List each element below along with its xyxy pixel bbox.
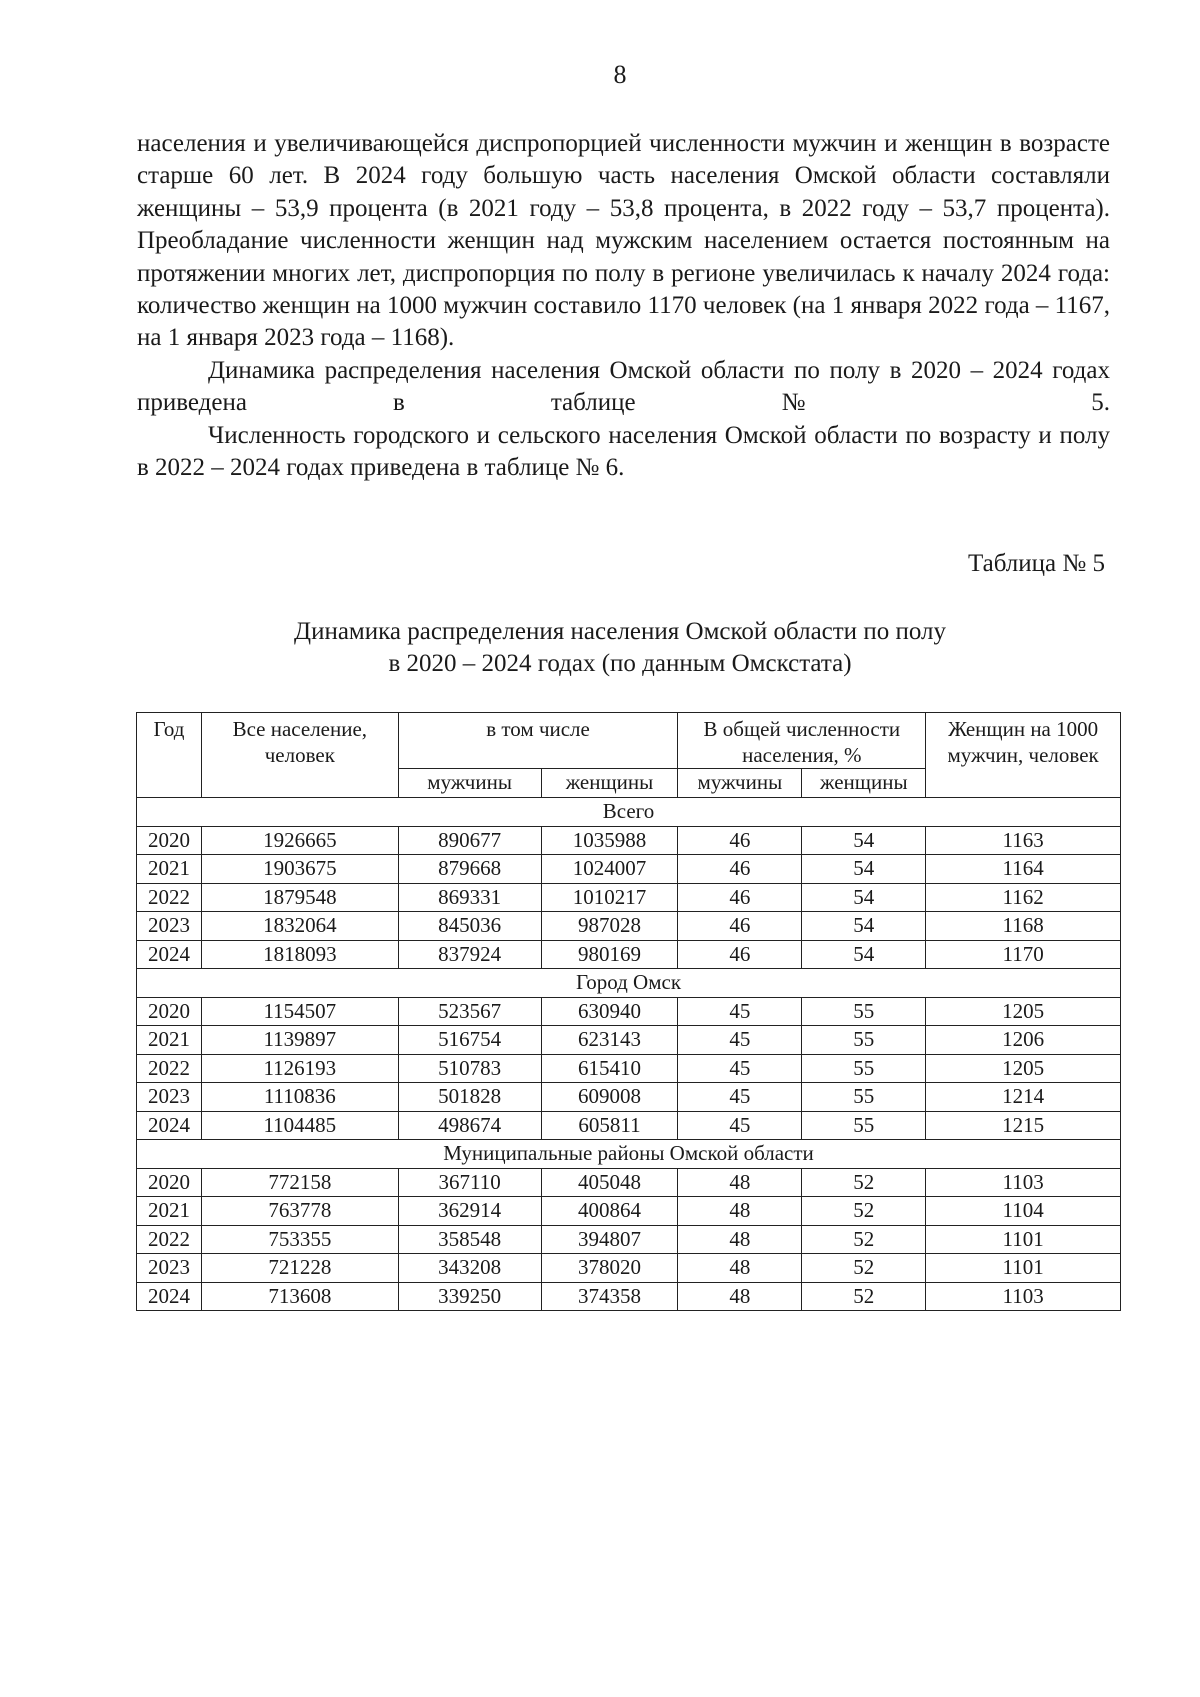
- group-header-row: [137, 969, 1121, 998]
- table-cell: 45: [678, 1026, 802, 1055]
- table-cell: 987028: [541, 912, 678, 941]
- table-cell: 605811: [541, 1111, 678, 1140]
- header-women: женщины: [541, 769, 678, 798]
- table-cell: 1104: [926, 1197, 1121, 1226]
- table-cell: 2023: [137, 1083, 202, 1112]
- table-cell: 48: [678, 1225, 802, 1254]
- table-title-line-1: Динамика распределения населения Омской области по полу: [294, 618, 946, 645]
- table-cell: 501828: [398, 1083, 541, 1112]
- population-table: [136, 712, 1121, 1311]
- table-cell: 1832064: [201, 912, 398, 941]
- table-cell: 2021: [137, 855, 202, 884]
- table-cell: 358548: [398, 1225, 541, 1254]
- table-row: [137, 1197, 1121, 1226]
- table-cell: 54: [802, 855, 926, 884]
- table-row: [137, 912, 1121, 941]
- table-cell: 2021: [137, 1026, 202, 1055]
- group-header-row: [137, 1140, 1121, 1169]
- header-including: в том числе: [398, 713, 678, 769]
- table-cell: 879668: [398, 855, 541, 884]
- table-cell: 45: [678, 1111, 802, 1140]
- table-cell: 837924: [398, 940, 541, 969]
- table-row: [137, 1168, 1121, 1197]
- group-title: Всего: [137, 798, 1121, 827]
- table-cell: 721228: [201, 1254, 398, 1283]
- table-cell: 52: [802, 1254, 926, 1283]
- table-cell: 1164: [926, 855, 1121, 884]
- table-cell: 1206: [926, 1026, 1121, 1055]
- table-cell: 1903675: [201, 855, 398, 884]
- table-cell: 980169: [541, 940, 678, 969]
- group-title: Муниципальные районы Омской области: [137, 1140, 1121, 1169]
- table-cell: 362914: [398, 1197, 541, 1226]
- table-cell: 55: [802, 1054, 926, 1083]
- table-cell: 45: [678, 997, 802, 1026]
- table-cell: 890677: [398, 826, 541, 855]
- table-cell: 1205: [926, 997, 1121, 1026]
- table-cell: 2023: [137, 1254, 202, 1283]
- table-cell: 394807: [541, 1225, 678, 1254]
- table-cell: 54: [802, 826, 926, 855]
- table-cell: 46: [678, 855, 802, 884]
- table-cell: 2024: [137, 940, 202, 969]
- table-cell: 1215: [926, 1111, 1121, 1140]
- table-cell: 1126193: [201, 1054, 398, 1083]
- table-cell: 367110: [398, 1168, 541, 1197]
- table-cell: 1818093: [201, 940, 398, 969]
- table-row: [137, 1083, 1121, 1112]
- table-row: [137, 1225, 1121, 1254]
- header-year: Год: [137, 713, 202, 798]
- table-cell: 1214: [926, 1083, 1121, 1112]
- table-cell: 2020: [137, 826, 202, 855]
- table-cell: 1101: [926, 1225, 1121, 1254]
- table-cell: 48: [678, 1197, 802, 1226]
- table-row: [137, 997, 1121, 1026]
- paragraph-2: Динамика распределения населения Омской области по полу в 2020 – 2024 годах приведена в таблице № 5.: [137, 356, 1110, 417]
- table-cell: 845036: [398, 912, 541, 941]
- table-row: [137, 1054, 1121, 1083]
- table-cell: 54: [802, 940, 926, 969]
- table-row: [137, 1282, 1121, 1311]
- table-cell: 52: [802, 1225, 926, 1254]
- table-row: [137, 1111, 1121, 1140]
- table-cell: 52: [802, 1168, 926, 1197]
- table-cell: 753355: [201, 1225, 398, 1254]
- table-cell: 55: [802, 997, 926, 1026]
- table-cell: 46: [678, 940, 802, 969]
- table-cell: 1163: [926, 826, 1121, 855]
- table-cell: 1879548: [201, 883, 398, 912]
- group-title: Город Омск: [137, 969, 1121, 998]
- body-text: [137, 128, 1110, 484]
- table-title-line-2: в 2020 – 2024 годах (по данным Омскстата): [388, 650, 852, 677]
- table-cell: 48: [678, 1168, 802, 1197]
- table-cell: 1139897: [201, 1026, 398, 1055]
- table-cell: 343208: [398, 1254, 541, 1283]
- table-row: [137, 826, 1121, 855]
- paragraph-3: Численность городского и сельского населения Омской области по возрасту и полу в 2022 – 2024 годах приведена в таблице № 6.: [137, 421, 1110, 482]
- table-cell: 45: [678, 1054, 802, 1083]
- header-total: Все население, человек: [201, 713, 398, 798]
- table-cell: 1103: [926, 1168, 1121, 1197]
- header-men-pct: мужчины: [678, 769, 802, 798]
- table-cell: 623143: [541, 1026, 678, 1055]
- table-cell: 48: [678, 1254, 802, 1283]
- table-cell: 52: [802, 1282, 926, 1311]
- table-cell: 2022: [137, 1054, 202, 1083]
- table-cell: 763778: [201, 1197, 398, 1226]
- table-cell: 46: [678, 912, 802, 941]
- table-cell: 400864: [541, 1197, 678, 1226]
- table-cell: 1154507: [201, 997, 398, 1026]
- header-share: В общей численности населения, %: [678, 713, 926, 769]
- table-cell: 713608: [201, 1282, 398, 1311]
- table-cell: 48: [678, 1282, 802, 1311]
- table-cell: 2020: [137, 997, 202, 1026]
- table-row: [137, 1026, 1121, 1055]
- table-cell: 498674: [398, 1111, 541, 1140]
- table-cell: 2021: [137, 1197, 202, 1226]
- page-number: 8: [613, 60, 627, 89]
- table-cell: 1170: [926, 940, 1121, 969]
- table-cell: 2022: [137, 883, 202, 912]
- table-cell: 2020: [137, 1168, 202, 1197]
- table-row: [137, 1254, 1121, 1283]
- paragraph-1: населения и увеличивающейся диспропорцией численности мужчин и женщин в возрасте старше 60 лет. В 2024 году большую часть населения Омской области составляли женщины – 53,9 процента (в 2021 году – 53,8 процента, в 2022 году – 53,7 процента). Преобладание численности женщин над мужским населением остается постоянным на протяжении многих лет, диспропорция по полу в регионе увеличилась к началу 2024 года: количество женщин на 1000 мужчин составило 1170 человек (на 1 января 2022 года – 1167, на 1 января 2023 года – 1168).: [137, 130, 1110, 352]
- table-cell: 55: [802, 1083, 926, 1112]
- table-cell: 405048: [541, 1168, 678, 1197]
- table-cell: 378020: [541, 1254, 678, 1283]
- table-cell: 630940: [541, 997, 678, 1026]
- table-cell: 1010217: [541, 883, 678, 912]
- table-cell: 2023: [137, 912, 202, 941]
- table-title: [0, 616, 1200, 680]
- table-row: [137, 855, 1121, 884]
- table-cell: 45: [678, 1083, 802, 1112]
- table-cell: 1101: [926, 1254, 1121, 1283]
- table-cell: 1205: [926, 1054, 1121, 1083]
- table-cell: 1024007: [541, 855, 678, 884]
- table-cell: 772158: [201, 1168, 398, 1197]
- table-cell: 516754: [398, 1026, 541, 1055]
- group-header-row: [137, 798, 1121, 827]
- table-cell: 1926665: [201, 826, 398, 855]
- table-cell: 2024: [137, 1282, 202, 1311]
- table-cell: 1103: [926, 1282, 1121, 1311]
- table-cell: 54: [802, 912, 926, 941]
- table-cell: 1110836: [201, 1083, 398, 1112]
- table-row: [137, 883, 1121, 912]
- table-cell: 869331: [398, 883, 541, 912]
- table-cell: 2022: [137, 1225, 202, 1254]
- table-cell: 1162: [926, 883, 1121, 912]
- table-row: [137, 940, 1121, 969]
- table-cell: 523567: [398, 997, 541, 1026]
- header-per-1000: Женщин на 1000 мужчин, человек: [926, 713, 1121, 798]
- table-cell: 1104485: [201, 1111, 398, 1140]
- table-cell: 1035988: [541, 826, 678, 855]
- table-cell: 615410: [541, 1054, 678, 1083]
- table-cell: 2024: [137, 1111, 202, 1140]
- table-cell: 609008: [541, 1083, 678, 1112]
- table-cell: 55: [802, 1111, 926, 1140]
- table-cell: 46: [678, 826, 802, 855]
- table-body: [137, 798, 1121, 1311]
- table-cell: 510783: [398, 1054, 541, 1083]
- header-women-pct: женщины: [802, 769, 926, 798]
- table-label: Таблица № 5: [967, 550, 1105, 577]
- table-cell: 54: [802, 883, 926, 912]
- table-cell: 46: [678, 883, 802, 912]
- table-cell: 339250: [398, 1282, 541, 1311]
- table-cell: 374358: [541, 1282, 678, 1311]
- table-cell: 55: [802, 1026, 926, 1055]
- header-men: мужчины: [398, 769, 541, 798]
- table-cell: 52: [802, 1197, 926, 1226]
- table-cell: 1168: [926, 912, 1121, 941]
